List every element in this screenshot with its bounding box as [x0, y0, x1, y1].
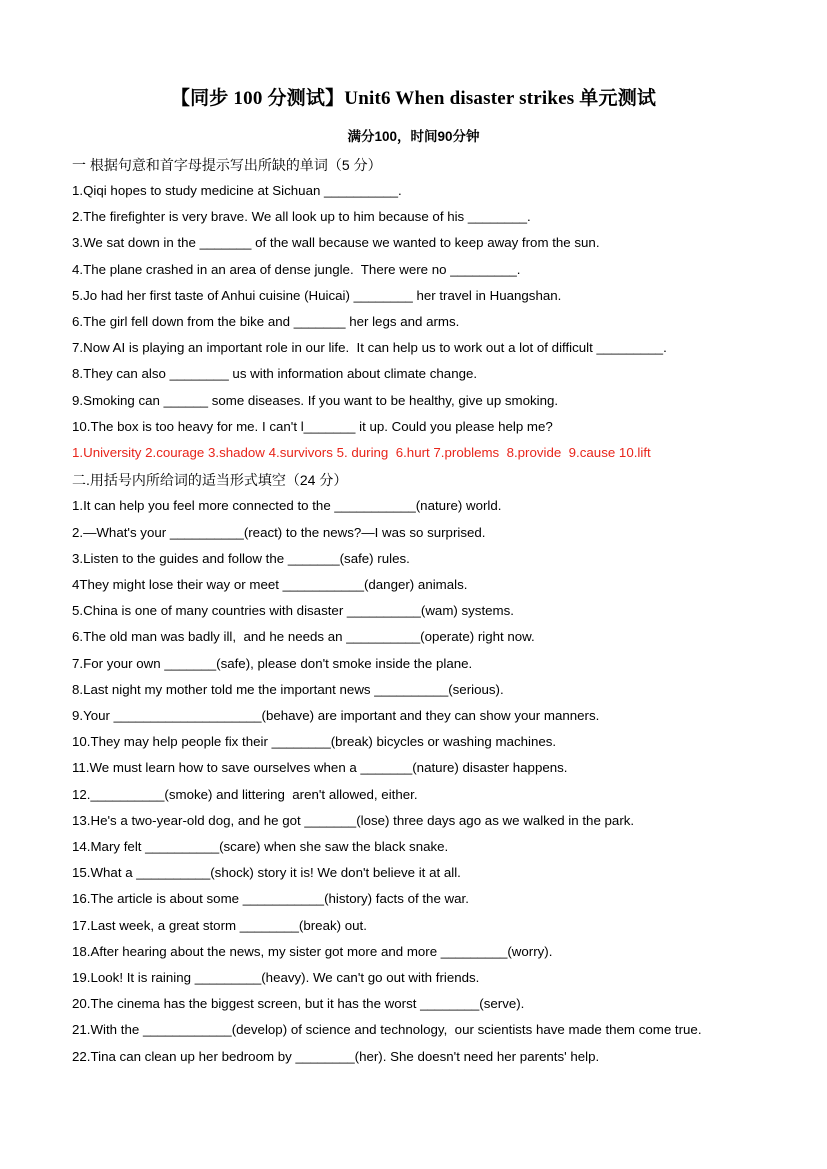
question-item: 6.The old man was badly ill, and he needs an __________(operate) right now.	[72, 629, 535, 645]
question-item: 9.Smoking can ______ some diseases. If you want to be healthy, give up smoking.	[72, 392, 559, 408]
question-item: 2.The firefighter is very brave. We all look up to him because of his ________.	[72, 209, 531, 225]
section-one-heading: 一 根据句意和首字母提示写出所缺的单词（5 分）	[72, 156, 382, 173]
question-item: 1.Qiqi hopes to study medicine at Sichuan __________.	[72, 182, 402, 198]
question-item: 17.Last week, a great storm ________(break) out.	[72, 917, 367, 933]
page-title: 【同步 100 分测试】Unit6 When disaster strikes 单元测试	[170, 88, 657, 109]
question-item: 4.The plane crashed in an area of dense jungle. There were no _________.	[72, 261, 521, 277]
question-item: 12.__________(smoke) and littering aren't allowed, either.	[72, 786, 418, 802]
question-item: 15.What a __________(shock) story it is! We don't believe it at all.	[72, 865, 461, 881]
section-two-heading: 二.用括号内所给词的适当形式填空（24 分）	[72, 472, 348, 489]
question-item: 3.We sat down in the _______ of the wall because we wanted to keep away from the sun.	[72, 235, 600, 251]
section-two	[72, 470, 755, 1066]
question-item: 7.For your own _______(safe), please don't smoke inside the plane.	[72, 655, 473, 671]
section-one	[72, 155, 755, 463]
question-item: 11.We must learn how to save ourselves when a _______(nature) disaster happens.	[72, 760, 568, 776]
question-item: 20.The cinema has the biggest screen, but it has the worst ________(serve).	[72, 996, 525, 1012]
question-item: 7.Now AI is playing an important role in our life. It can help us to work out a lot of difficult _________.	[72, 340, 667, 356]
question-item: 4They might lose their way or meet ___________(danger) animals.	[72, 577, 468, 593]
question-item: 8.Last night my mother told me the important news __________(serious).	[72, 681, 504, 697]
answer-key: 1.University 2.courage 3.shadow 4.survivors 5. during 6.hurt 7.problems 8.provide 9.cause 10.lift	[72, 444, 651, 460]
question-item: 22.Tina can clean up her bedroom by ________(her). She doesn't need her parents' help.	[72, 1048, 600, 1064]
question-item: 10.They may help people fix their ________(break) bicycles or washing machines.	[72, 734, 557, 750]
question-item: 2.—What's your __________(react) to the news?—I was so surprised.	[72, 524, 486, 540]
question-item: 5.Jo had her first taste of Anhui cuisine (Huicai) ________ her travel in Huangshan.	[72, 287, 562, 303]
question-item: 16.The article is about some ___________(history) facts of the war.	[72, 891, 469, 907]
question-item: 5.China is one of many countries with disaster __________(wam) systems.	[72, 603, 514, 619]
question-item: 9.Your ____________________(behave) are important and they can show your manners.	[72, 708, 600, 724]
question-item: 13.He's a two-year-old dog, and he got _______(lose) three days ago as we walked in the park.	[72, 812, 635, 828]
question-item: 18.After hearing about the news, my sister got more and more _________(worry).	[72, 943, 553, 959]
score-time-subtitle: 满分100，时间90分钟	[347, 128, 480, 144]
question-item: 3.Listen to the guides and follow the _______(safe) rules.	[72, 550, 410, 566]
question-item: 10.The box is too heavy for me. I can't l_______ it up. Could you please help me?	[72, 418, 553, 434]
question-item: 14.Mary felt __________(scare) when she saw the black snake.	[72, 839, 449, 855]
question-item: 1.It can help you feel more connected to the ___________(nature) world.	[72, 498, 502, 514]
question-item: 21.With the ____________(develop) of science and technology, our scientists have made them come true.	[72, 1022, 702, 1038]
question-item: 6.The girl fell down from the bike and _______ her legs and arms.	[72, 313, 460, 329]
question-item: 19.Look! It is raining _________(heavy). We can't go out with friends.	[72, 970, 480, 986]
question-item: 8.They can also ________ us with information about climate change.	[72, 366, 478, 382]
